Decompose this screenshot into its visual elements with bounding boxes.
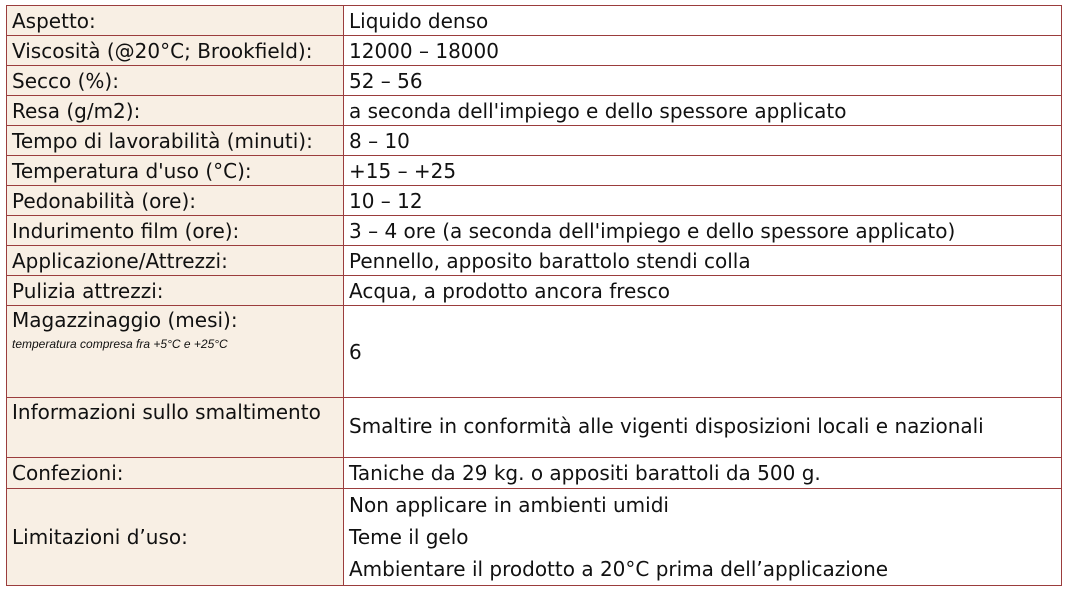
table-row [7,96,1062,126]
packaging-label: Confezioni: [7,458,344,489]
row-value: Pennello, apposito barattolo stendi colla [344,246,1062,276]
storage-value: 6 [344,306,1062,398]
row-value: a seconda dell'impiego e dello spessore applicato [344,96,1062,126]
row-label: Resa (g/m2): [7,96,344,126]
disposal-label: Informazioni sullo smaltimento [7,398,344,458]
table-row [7,66,1062,96]
row-value: +15 – +25 [344,156,1062,186]
table-row [7,6,1062,36]
row-label: Indurimento film (ore): [7,216,344,246]
storage-note: temperatura compresa fra +5°C e +25°C [12,337,228,351]
row-label: Pulizia attrezzi: [7,276,344,306]
packaging-row [7,458,1062,489]
row-value: Liquido denso [344,6,1062,36]
row-label: Applicazione/Attrezzi: [7,246,344,276]
table-row [7,246,1062,276]
table-row [7,126,1062,156]
storage-label: Magazzinaggio (mesi): [12,308,238,332]
row-label: Viscosità (@20°C; Brookfield): [7,36,344,66]
limitations-label: Limitazioni d’uso: [7,489,344,586]
row-label: Temperatura d'uso (°C): [7,156,344,186]
row-value: 10 – 12 [344,186,1062,216]
limitations-row [7,489,1062,586]
storage-label-cell [7,306,344,398]
row-value: Acqua, a prodotto ancora fresco [344,276,1062,306]
row-label: Aspetto: [7,6,344,36]
table-row [7,156,1062,186]
row-value: 8 – 10 [344,126,1062,156]
table-row [7,186,1062,216]
storage-row [7,306,1062,398]
limitation-item: Ambientare il prodotto a 20°C prima dell’applicazione [349,557,889,581]
limitation-item: Non applicare in ambienti umidi [349,493,669,517]
row-value: 12000 – 18000 [344,36,1062,66]
row-label: Tempo di lavorabilità (minuti): [7,126,344,156]
row-label: Secco (%): [7,66,344,96]
limitation-item: Teme il gelo [349,525,469,549]
disposal-value: Smaltire in conformità alle vigenti disposizioni locali e nazionali [344,398,1062,458]
row-value: 3 – 4 ore (a seconda dell'impiego e dello spessore applicato) [344,216,1062,246]
limitations-value [344,489,1062,586]
disposal-row [7,398,1062,458]
packaging-value: Taniche da 29 kg. o appositi barattoli da 500 g. [344,458,1062,489]
table-row [7,276,1062,306]
technical-specs-table [6,5,1062,586]
row-label: Pedonabilità (ore): [7,186,344,216]
table-row [7,36,1062,66]
table-row [7,216,1062,246]
row-value: 52 – 56 [344,66,1062,96]
